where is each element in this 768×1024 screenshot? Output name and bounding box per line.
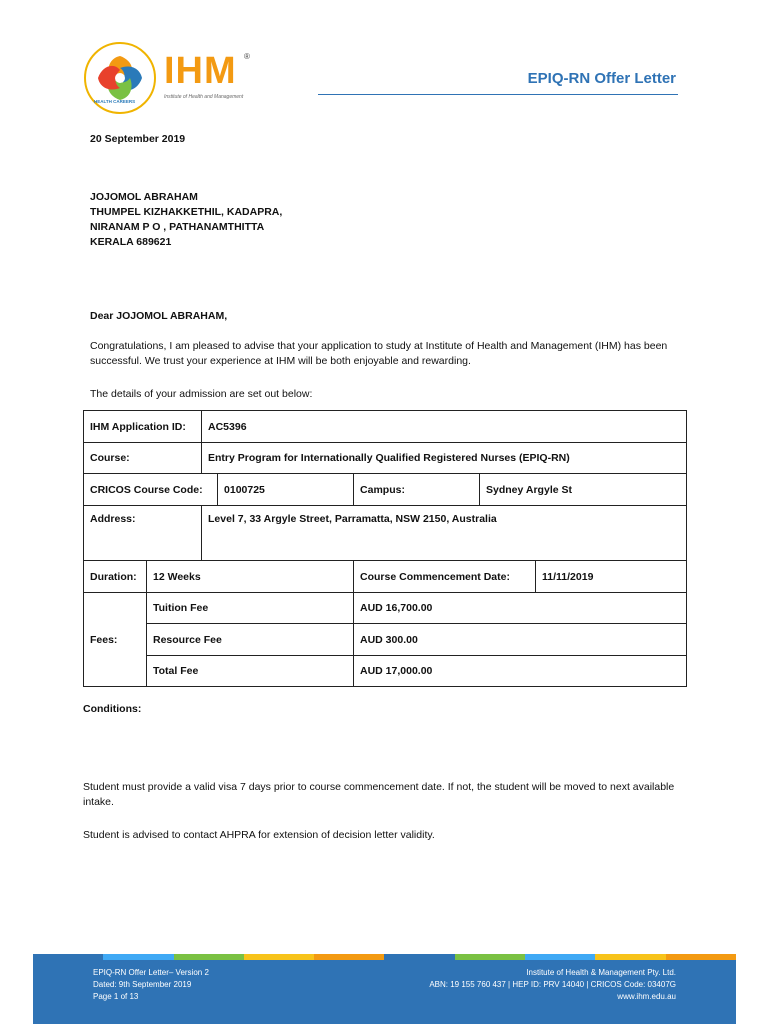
admission-details-table <box>83 410 687 687</box>
table-row <box>84 443 687 474</box>
address-line: JOJOMOL ABRAHAM <box>90 191 198 203</box>
page-footer <box>33 960 736 1024</box>
address-line: THUMPEL KIZHAKKETHIL, KADAPRA, <box>90 206 283 218</box>
fee-amount: AUD 300.00 <box>354 624 687 656</box>
logo-tagline: Institute of Health and Management <box>164 94 244 100</box>
footer-registration: ABN: 19 155 760 437 | HEP ID: PRV 14040 | CRICOS Code: 03407G <box>429 980 676 989</box>
footer-version: EPIQ-RN Offer Letter– Version 2 <box>93 968 209 977</box>
footer-right <box>429 967 676 1003</box>
page-title: EPIQ-RN Offer Letter <box>527 70 676 87</box>
logo-ring-text: HEALTH CAREERS <box>94 99 136 104</box>
address-label: Address: <box>84 506 202 561</box>
ihm-logo <box>84 42 254 114</box>
address-line: KERALA 689621 <box>90 236 172 248</box>
campus-label: Campus: <box>354 474 480 506</box>
course-value: Entry Program for Internationally Qualified Registered Nurses (EPIQ-RN) <box>202 443 687 474</box>
conditions-heading: Conditions: <box>83 703 142 715</box>
address-line: NIRANAM P O , PATHANAMTHITTA <box>90 221 265 233</box>
fees-label: Fees: <box>84 593 147 687</box>
application-id-value: AC5396 <box>202 411 687 443</box>
duration-label: Duration: <box>84 561 147 593</box>
course-label: Course: <box>84 443 202 474</box>
registered-mark: ® <box>244 52 250 61</box>
campus-value: Sydney Argyle St <box>480 474 687 506</box>
cricos-label: CRICOS Course Code: <box>84 474 218 506</box>
intro-paragraph: Congratulations, I am pleased to advise that your application to study at Institute of Health and Management (IHM) has been successful. We trust your experience at IHM will be both enjoyable and rewarding. <box>90 340 668 367</box>
commencement-value: 11/11/2019 <box>536 561 687 593</box>
table-row <box>84 474 687 506</box>
logo-emblem-icon <box>84 42 156 114</box>
duration-value: 12 Weeks <box>147 561 354 593</box>
table-row <box>84 624 687 656</box>
cricos-value: 0100725 <box>218 474 354 506</box>
table-row <box>84 656 687 687</box>
fee-name: Resource Fee <box>147 624 354 656</box>
table-row <box>84 411 687 443</box>
condition-item: Student must provide a valid visa 7 days prior to course commencement date. If not, the student will be moved to next available intake. <box>83 781 675 808</box>
header-rule <box>318 94 678 95</box>
condition-item: Student is advised to contact AHPRA for extension of decision letter validity. <box>83 829 435 841</box>
fee-amount: AUD 16,700.00 <box>354 593 687 624</box>
footer-dated: Dated: 9th September 2019 <box>93 980 192 989</box>
fee-name: Tuition Fee <box>147 593 354 624</box>
application-id-label: IHM Application ID: <box>84 411 202 443</box>
recipient-address <box>90 190 282 250</box>
logo-wordmark: IHM <box>164 50 237 92</box>
details-intro: The details of your admission are set out below: <box>90 388 313 400</box>
fee-name: Total Fee <box>147 656 354 687</box>
salutation: Dear JOJOMOL ABRAHAM, <box>90 310 228 322</box>
footer-left <box>93 967 209 1003</box>
footer-website[interactable]: www.ihm.edu.au <box>617 992 676 1001</box>
fee-amount: AUD 17,000.00 <box>354 656 687 687</box>
address-value: Level 7, 33 Argyle Street, Parramatta, NSW 2150, Australia <box>202 506 687 561</box>
table-row <box>84 561 687 593</box>
footer-company: Institute of Health & Management Pty. Ltd. <box>526 968 676 977</box>
table-row <box>84 506 687 561</box>
commencement-label: Course Commencement Date: <box>354 561 536 593</box>
letter-date: 20 September 2019 <box>90 133 186 145</box>
footer-page-number: Page 1 of 13 <box>93 992 139 1001</box>
table-row <box>84 593 687 624</box>
